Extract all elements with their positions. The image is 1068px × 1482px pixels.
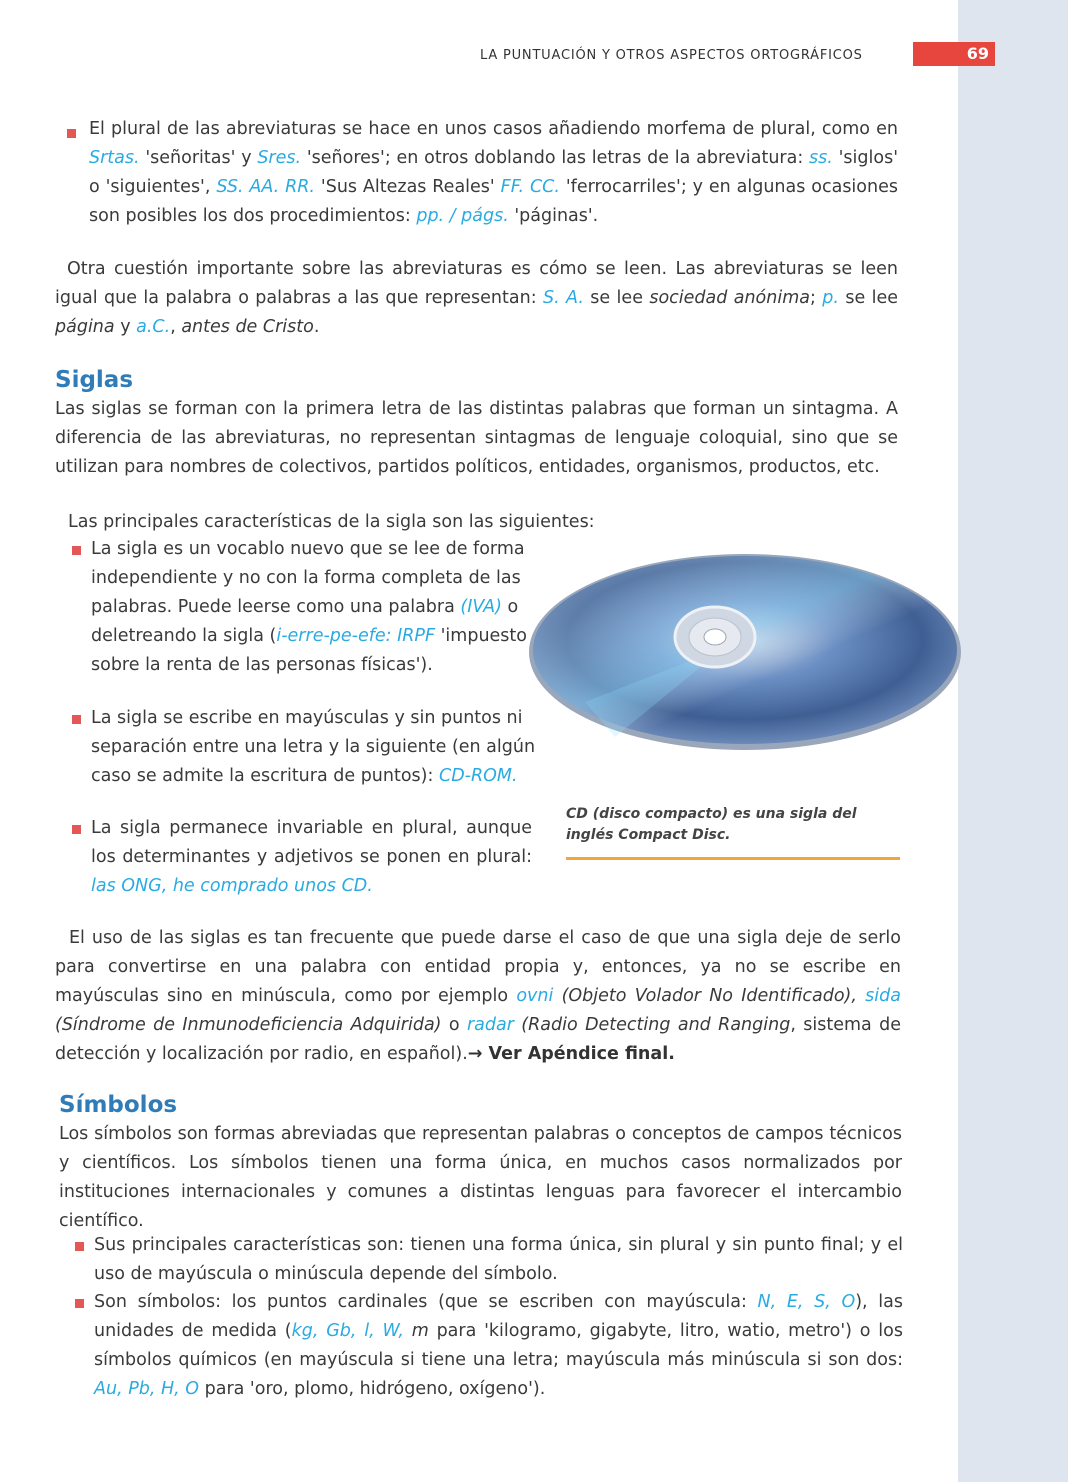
siglas-heading: Siglas — [55, 367, 134, 393]
plural-paragraph: El plural de las abreviaturas se hace en unos casos añadiendo morfema de plural, como en Srtas. 'señoritas' y Sres. 'señores'; en otros doblando las letras de la abreviatura: ss. 'siglos' o 'siguientes', SS. AA. RR. 'Sus Altezas Reales' FF. CC. 'ferrocarriles'; y en algunas ocasiones son posibles los dos procedimientos: pp. / págs. 'páginas'. — [89, 119, 898, 226]
page-number-badge — [913, 42, 995, 66]
siglas-bullet-1: La sigla es un vocablo nuevo que se lee de forma independiente y no con la forma completa de las palabras. Puede leerse como una palabra (IVA) o deletreando la sigla (i-erre-pe-efe: IRPF 'impuesto sobre la renta de las personas físicas'). — [91, 539, 527, 675]
compact-disc-image — [525, 552, 965, 757]
simbolos-bullet-1: Sus principales características son: tienen una forma única, sin plural y sin punto final; y el uso de mayúscula o minúscula depende del símbolo. — [94, 1235, 903, 1284]
siglas-bullet-2: La sigla se escribe en mayúsculas y sin puntos ni separación entre una letra y la siguiente (en algún caso se admite la escritura de puntos): CD-ROM. — [91, 708, 536, 786]
bullet-icon — [75, 1299, 84, 1308]
image-caption: CD (disco compacto) es una sigla del inglés Compact Disc. — [566, 806, 857, 843]
running-header: LA PUNTUACIÓN Y OTROS ASPECTOS ORTOGRÁFICOS — [480, 48, 863, 63]
appendix-link[interactable]: → Ver Apéndice final. — [467, 1044, 675, 1064]
bullet-icon — [72, 546, 81, 555]
bullet-icon — [75, 1242, 84, 1251]
bullet-icon — [72, 715, 81, 724]
reading-paragraph: Otra cuestión importante sobre las abreviaturas es cómo se leen. Las abreviaturas se leen igual que la palabra o palabras a las que representan: S. A. se lee sociedad anónima; p. se lee página y a.C., antes de Cristo. — [55, 259, 899, 337]
siglas-bullet-3: La sigla permanece invariable en plural, aunque los determinantes y adjetivos se ponen en plural: las ONG, he comprado unos CD. — [91, 818, 532, 896]
uso-paragraph: El uso de las siglas es tan frecuente que puede darse el caso de que una sigla deje de serlo para convertirse en una palabra con entidad propia y, entonces, ya no se escribe en mayúsculas sino en minúscula, como por ejemplo ovni (Objeto Volador No Identificado), sida (Síndrome de Inmunodeficiencia Adquirida) o radar (Radio Detecting and Ranging, sistema de detección y localización por radio, en español).→ Ver Apéndice final. — [55, 928, 901, 1064]
page-number: 69 — [966, 44, 989, 63]
caption-rule — [566, 857, 900, 860]
side-margin-strip — [958, 0, 1068, 1482]
simbolos-heading: Símbolos — [59, 1092, 178, 1118]
siglas-lead: Las principales características de la sigla son las siguientes: — [68, 512, 595, 532]
bullet-icon — [67, 129, 76, 138]
simbolos-intro: Los símbolos son formas abreviadas que representan palabras o conceptos de campos técnicos y científicos. Los símbolos tienen una forma única, en muchos casos normalizados por instituciones internacionales y comunes a distintas lenguas para favorecer el intercambio científico. — [59, 1124, 902, 1231]
bullet-icon — [72, 825, 81, 834]
simbolos-bullet-2: Son símbolos: los puntos cardinales (que se escriben con mayúscula: N, E, S, O), las unidades de medida (kg, Gb, l, W, m para 'kilogramo, gigabyte, litro, watio, metro') o los símbolos químicos (en mayúscula si tiene una letra; mayúscula más minúscula si son dos: Au, Pb, H, O para 'oro, plomo, hidrógeno, oxígeno'). — [94, 1292, 903, 1399]
siglas-intro: Las siglas se forman con la primera letra de las distintas palabras que forman un sintagma. A diferencia de las abreviaturas, no representan sintagmas de lenguaje coloquial, sino que se utilizan para nombres de colectivos, partidos políticos, entidades, organismos, productos, etc. — [55, 399, 898, 477]
